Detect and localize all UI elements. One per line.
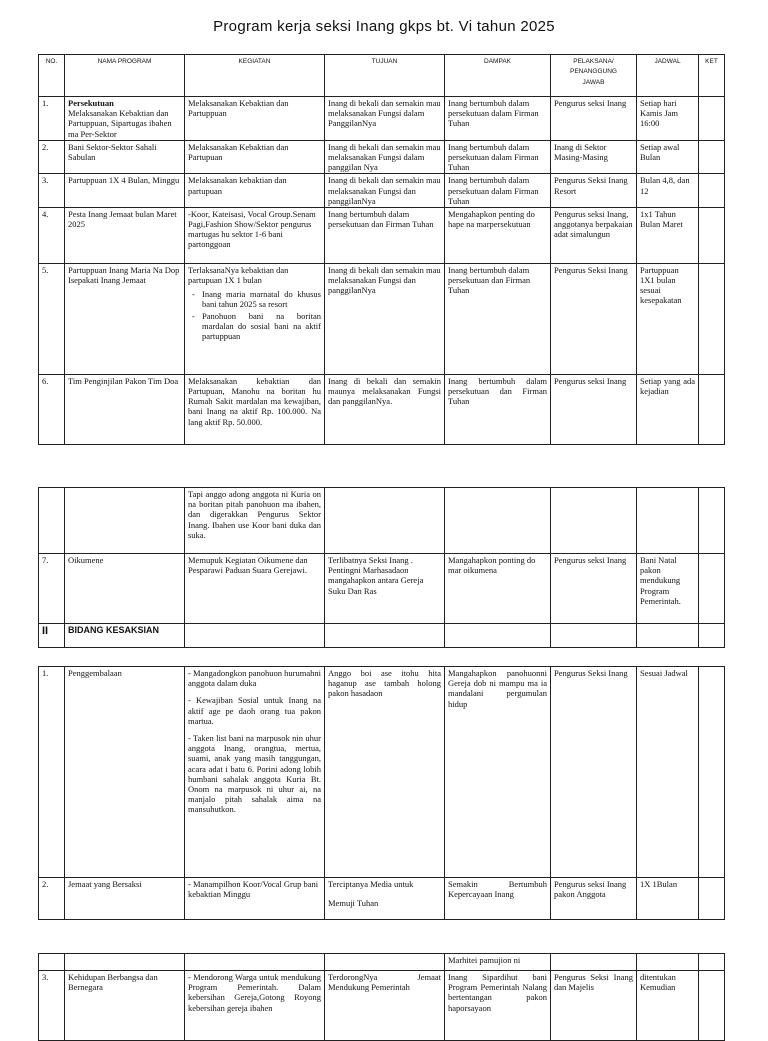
cell-no: 1.	[39, 667, 65, 878]
cell-kegiatan: Tapi anggo adong anggota ni Kuria on na boritan pitah panohuon ma ibahen, dan digerakkan Pengurus Sektor Inang. Ibahen use Koor bani duka dan suka.	[185, 488, 325, 554]
kegiatan-paragraph: - Mangadongkon panohuon hurumahni anggota dalam duka	[188, 668, 321, 689]
cell-kegiatan: Melaksanakan kebaktian dan partupuan	[185, 174, 325, 208]
cell-no: 7.	[39, 554, 65, 624]
table-row	[39, 174, 725, 208]
cell-ket	[699, 667, 725, 878]
table-row	[39, 140, 725, 174]
cell-kegiatan: TerlaksanaNya kebaktian dan partupuan 1X 1 bulan - Inang maria marnatal do khusus bani tahun 2025 sa resort - Panohuon bani na boritan mardalan do sosial bani na aktif partuppuan	[185, 263, 325, 374]
cell-dampak: Semakin Bertumbuh Kepercayaan Inang	[445, 878, 551, 920]
cell-program: Partuppuan Inang Maria Na Dop Isepakati Inang Jemaat	[65, 263, 185, 374]
cell-no: 6.	[39, 374, 65, 444]
cell-tujuan: TerdorongNya Jemaat Mendukung Pemerintah	[325, 971, 445, 1041]
cell-ket	[699, 554, 725, 624]
cell-jadwal: Setiap hari Kamis Jam 16:00	[637, 97, 699, 141]
cell-program: Bani Sektor-Sektor Sahali Sabulan	[65, 140, 185, 174]
header-pelaksana: PELAKSANA/ PENANGGUNG JAWAB	[551, 55, 637, 97]
header-kegiatan: KEGIATAN	[185, 55, 325, 97]
program-heading: Persekutuan	[68, 98, 114, 108]
cell-ket	[699, 878, 725, 920]
cell-tujuan: Inang di bekali dan semakin mau melaksanakan Fungsi dan panggilanNya	[325, 174, 445, 208]
cell-ket	[699, 97, 725, 141]
kegiatan-paragraph: - Taken list bani na marpusok nin uhur anggota Inang, orangtua, mertua, suami, anak yang masih tanggungan, acara adat i batu 6. Porini adong lobih humbani sahalak anggota Kuria Bt. Onom na marpusok ni uhur ai, na manjalo pitah sahalak aima na mansuhutkon.	[188, 732, 321, 815]
cell-dampak	[445, 488, 551, 554]
cell-kegiatan: - Mendorong Warga untuk mendukung Program Pemerintah. Dalam kebersihan Gereja,Gotong Royong kebersihan gereja ibahen	[185, 971, 325, 1041]
header-program: NAMA PROGRAM	[65, 55, 185, 97]
cell-kegiatan: Melaksanakan Kebaktian dan Partupuan	[185, 140, 325, 174]
header-tujuan: TUJUAN	[325, 55, 445, 97]
cell-dampak: Inang bertumbuh dalam persekutuan dalam Firman Tuhan	[445, 97, 551, 141]
table-row	[39, 488, 725, 554]
cell-tujuan: Inang di bekali dan semakin mau melaksanakan Fungsi dalam PanggilanNya	[325, 97, 445, 141]
program-table-3	[38, 666, 725, 920]
cell-jadwal: Bani Natal pakon mendukung Program Pemerintah.	[637, 554, 699, 624]
cell-program: Persekutuan Melaksanakan Kebaktian dan Partuppuan, Sipartugas ibahen ma Per-Sektor	[65, 97, 185, 141]
header-jadwal: JADWAL	[637, 55, 699, 97]
cell-ket	[699, 174, 725, 208]
table-row	[39, 878, 725, 920]
header-no: NO.	[39, 55, 65, 97]
cell-dampak: Inang Sipardihut bani Program Pemerintah Nalang bertentangan pakon haporsayaon	[445, 971, 551, 1041]
cell-dampak: Mengahapkon penting do hape na marpersekutuan	[445, 207, 551, 263]
cell-program: Oikumene	[65, 554, 185, 624]
table-row	[39, 971, 725, 1041]
section-heading-row	[39, 624, 725, 648]
section-title: BIDANG KESAKSIAN	[65, 624, 185, 648]
table-row	[39, 667, 725, 878]
program-table-1	[38, 54, 725, 445]
cell-kegiatan: -Koor, Kateisasi, Vocal Group.Senam Pagi,Fashion Show/Sektor pengurus martugas hu sektor 1-6 bani partonggoan	[185, 207, 325, 263]
cell-program	[65, 488, 185, 554]
cell-dampak: Inang bertumbuh dalam persekutuan dan Firman Tuhan	[445, 374, 551, 444]
list-item: - Panohuon bani na boritan mardalan do sosial bani na aktif partuppuan	[188, 311, 321, 342]
cell-jadwal	[637, 488, 699, 554]
cell-ket	[699, 263, 725, 374]
cell-program: Penggembalaan	[65, 667, 185, 878]
table-row	[39, 554, 725, 624]
table-row	[39, 97, 725, 141]
cell-pelaksana: Pengurus Seksi Inang dan Majelis	[551, 971, 637, 1041]
cell-ket	[699, 374, 725, 444]
cell-pelaksana: Pengurus seksi Inang	[551, 97, 637, 141]
table-header-row	[39, 55, 725, 97]
kegiatan-bullet-list	[188, 289, 321, 341]
cell-jadwal: Setiap awal Bulan	[637, 140, 699, 174]
cell-tujuan: Inang bertumbuh dalam persekutuan dan Firman Tuhan	[325, 207, 445, 263]
cell-tujuan	[325, 488, 445, 554]
cell-tujuan: Inang di bekali dan semakin mau melaksanakan Fungsi dan panggilanNya	[325, 263, 445, 374]
cell-tujuan: Terlibatnya Seksi Inang . Pentingni Marhasadaon mangahapkon antara Gereja Suku Dan Ras	[325, 554, 445, 624]
cell-ket	[699, 207, 725, 263]
cell-jadwal: ditentukan Kemudian	[637, 971, 699, 1041]
page-title: Program kerja seksi Inang gkps bt. Vi tahun 2025	[213, 18, 555, 35]
cell-ket	[699, 140, 725, 174]
cell-tujuan: Terciptanya Media untuk Memuji Tuhan	[325, 878, 445, 920]
cell-tujuan: Anggo boi ase itohu hita haganup ase tambah holong pakon hasadaon	[325, 667, 445, 878]
cell-kegiatan: Memupuk Kegiatan Oikumene dan Pesparawi Paduan Suara Gerejawi.	[185, 554, 325, 624]
cell-kegiatan: Melaksanakan kebaktian dan Partupuan, Manohu na boritan hu Rumah Sakit mardalan ma kewajiban, bani Inang na aktif Rp. 100.000. Na lang aktif Rp. 50.000.	[185, 374, 325, 444]
cell-no	[39, 488, 65, 554]
cell-no: 5.	[39, 263, 65, 374]
header-ket: KET	[699, 55, 725, 97]
table-row	[39, 954, 725, 971]
kegiatan-paragraph: - Kewajiban Sosial untuk Inang na aktif age pe daoh orang tua pakon martua.	[188, 695, 321, 726]
cell-dampak: Inang bertumbuh dalam persekutuan dan Firman Tuhan	[445, 263, 551, 374]
program-table-2	[38, 487, 725, 648]
cell-dampak: Marhitei pamujion ni	[445, 954, 551, 971]
section-number: II	[39, 624, 65, 648]
cell-dampak: Mangahapkon ponting do mar oikumena	[445, 554, 551, 624]
cell-pelaksana: Pengurus seksi Inang pakon Anggota	[551, 878, 637, 920]
cell-no: 3.	[39, 971, 65, 1041]
cell-jadwal: Setiap yang ada kejadian	[637, 374, 699, 444]
cell-kegiatan: Melaksanakan Kebaktian dan Partuppuan	[185, 97, 325, 141]
cell-jadwal: 1X 1Bulan	[637, 878, 699, 920]
cell-program: Partuppuan 1X 4 Bulan, Minggu	[65, 174, 185, 208]
cell-no: 4.	[39, 207, 65, 263]
table-row	[39, 374, 725, 444]
program-table-4	[38, 953, 725, 1041]
cell-no: 2.	[39, 140, 65, 174]
cell-pelaksana: Pengurus Seksi Inang	[551, 667, 637, 878]
cell-program: Jemaat yang Bersaksi	[65, 878, 185, 920]
cell-no: 1.	[39, 97, 65, 141]
table-row	[39, 207, 725, 263]
list-item: - Inang maria marnatal do khusus bani tahun 2025 sa resort	[188, 289, 321, 309]
cell-ket	[699, 488, 725, 554]
cell-ket	[699, 971, 725, 1041]
cell-tujuan: Inang di bekali dan semakin mau melaksanakan Fungsi dalam panggilan Nya	[325, 140, 445, 174]
cell-dampak: Inang bertumbuh dalam persekutuan dalam Firman Tuhan	[445, 140, 551, 174]
cell-pelaksana: Pengurus Seksi Inang	[551, 263, 637, 374]
header-dampak: DAMPAK	[445, 55, 551, 97]
cell-kegiatan	[185, 667, 325, 878]
cell-jadwal: Partuppuan 1X1 bulan sesuai kesepakatan	[637, 263, 699, 374]
cell-jadwal: Sesuai Jadwal	[637, 667, 699, 878]
cell-dampak: Mangahapkon panohuonni Gereja dob ni mampu ma ia mandalani pergumulan hidup	[445, 667, 551, 878]
cell-kegiatan: - Manampilhon Koor/Vocal Grup bani kebaktian Minggu	[185, 878, 325, 920]
cell-pelaksana: Pengurus seksi Inang, anggotanya berpakaian adat simalungun	[551, 207, 637, 263]
cell-pelaksana	[551, 488, 637, 554]
cell-dampak: Inang bertumbuh dalam persekutuan dalam Firman Tuhan	[445, 174, 551, 208]
cell-jadwal: Bulan 4,8, dan 12	[637, 174, 699, 208]
cell-program: Tim Penginjilan Pakon Tim Doa	[65, 374, 185, 444]
cell-pelaksana: Inang di Sektor Masing-Masing	[551, 140, 637, 174]
cell-program: Kehidupan Berbangsa dan Bernegara	[65, 971, 185, 1041]
table-row	[39, 263, 725, 374]
cell-pelaksana: Pengurus seksi Inang	[551, 554, 637, 624]
cell-jadwal: 1x1 Tahun Bulan Maret	[637, 207, 699, 263]
cell-no: 2.	[39, 878, 65, 920]
cell-pelaksana: Pengurus seksi Inang	[551, 374, 637, 444]
cell-tujuan: Inang di bekali dan semakin maunya melaksanakan Fungsi dan panggilanNya.	[325, 374, 445, 444]
cell-program: Pesta Inang Jemaat bulan Maret 2025	[65, 207, 185, 263]
cell-no: 3.	[39, 174, 65, 208]
cell-pelaksana: Pengurus Seksi Inang Resort	[551, 174, 637, 208]
